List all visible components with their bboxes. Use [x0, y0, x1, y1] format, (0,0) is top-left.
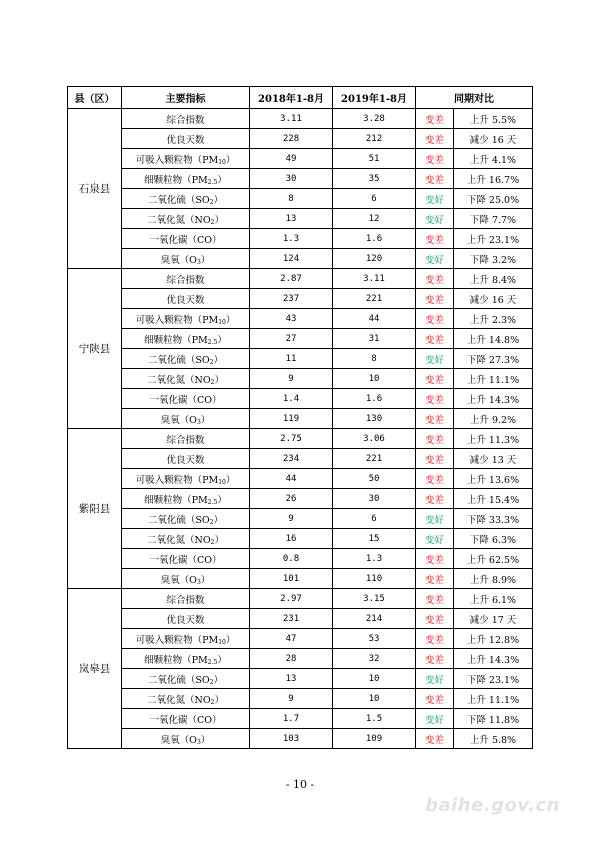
change-value: 上升 16.7% — [454, 169, 533, 189]
table-row — [68, 329, 533, 349]
change-value: 上升 11.3% — [454, 429, 533, 449]
indicator-cell — [122, 509, 250, 529]
value-2019: 15 — [333, 529, 416, 549]
value-2019: 31 — [333, 329, 416, 349]
change-value: 上升 2.3% — [454, 309, 533, 329]
indicator-subscript: 2.5 — [207, 498, 218, 506]
indicator-label: 一氧化碳（CO） — [149, 554, 222, 566]
indicator-label: 二氧化氮（NO — [147, 534, 211, 546]
change-value: 下降 33.3% — [454, 509, 533, 529]
indicator-cell — [122, 209, 250, 229]
indicator-label: 优良天数 — [166, 454, 205, 466]
indicator-label: 可吸入颗粒物（PM — [135, 154, 219, 166]
status-badge: 变差 — [416, 429, 454, 449]
value-2018: 11 — [250, 349, 333, 369]
value-2018: 1.4 — [250, 389, 333, 409]
status-badge: 变差 — [416, 109, 454, 129]
indicator-subscript: 3 — [196, 258, 201, 266]
table-row — [68, 449, 533, 469]
value-2018: 1.7 — [250, 709, 333, 729]
table-row — [68, 169, 533, 189]
change-value: 上升 15.4% — [454, 489, 533, 509]
status-badge: 变差 — [416, 729, 454, 749]
change-value: 下降 25.0% — [454, 189, 533, 209]
change-value: 减少 17 天 — [454, 609, 533, 629]
indicator-cell — [122, 109, 250, 129]
value-2018: 47 — [250, 629, 333, 649]
value-2019: 32 — [333, 649, 416, 669]
indicator-subscript: 2 — [210, 698, 215, 706]
indicator-label: 二氧化氮（NO — [147, 214, 211, 226]
status-badge: 变好 — [416, 509, 454, 529]
indicator-label: 臭氧（O — [160, 574, 197, 586]
value-2018: 124 — [250, 249, 333, 269]
header-comparison: 同期对比 — [416, 87, 533, 109]
value-2019: 221 — [333, 289, 416, 309]
table-row — [68, 589, 533, 609]
indicator-cell — [122, 489, 250, 509]
indicator-label: 综合指数 — [166, 114, 205, 126]
indicator-subscript: 2.5 — [207, 658, 218, 666]
value-2019: 53 — [333, 629, 416, 649]
status-badge: 变差 — [416, 609, 454, 629]
indicator-cell — [122, 369, 250, 389]
indicator-suffix: ） — [217, 654, 227, 666]
indicator-label: 二氧化硫（SO — [147, 354, 210, 366]
indicator-suffix: ） — [214, 694, 224, 706]
value-2019: 51 — [333, 149, 416, 169]
table-row — [68, 509, 533, 529]
indicator-suffix: ） — [214, 374, 224, 386]
value-2019: 6 — [333, 189, 416, 209]
indicator-subscript: 3 — [196, 578, 201, 586]
indicator-label: 一氧化碳（CO） — [149, 394, 222, 406]
indicator-label: 综合指数 — [166, 434, 205, 446]
change-value: 上升 13.6% — [454, 469, 533, 489]
table-row — [68, 489, 533, 509]
table-row — [68, 569, 533, 589]
status-badge: 变好 — [416, 529, 454, 549]
indicator-label: 臭氧（O — [160, 414, 197, 426]
county-name: 岚皋县 — [68, 589, 122, 749]
change-value: 下降 11.8% — [454, 709, 533, 729]
indicator-suffix: ） — [200, 734, 211, 746]
value-2019: 221 — [333, 449, 416, 469]
indicator-cell — [122, 729, 250, 749]
table-row — [68, 629, 533, 649]
status-badge: 变差 — [416, 649, 454, 669]
indicator-cell — [122, 569, 250, 589]
table-body — [68, 109, 533, 749]
status-badge: 变好 — [416, 209, 454, 229]
change-value: 下降 3.2% — [454, 249, 533, 269]
value-2018: 234 — [250, 449, 333, 469]
indicator-suffix: ） — [225, 314, 236, 326]
status-badge: 变差 — [416, 229, 454, 249]
change-value: 上升 14.8% — [454, 329, 533, 349]
status-badge: 变差 — [416, 289, 454, 309]
value-2018: 0.8 — [250, 549, 333, 569]
indicator-cell — [122, 189, 250, 209]
value-2019: 1.3 — [333, 549, 416, 569]
value-2018: 231 — [250, 609, 333, 629]
status-badge: 变差 — [416, 469, 454, 489]
indicator-cell — [122, 329, 250, 349]
value-2018: 103 — [250, 729, 333, 749]
value-2019: 110 — [333, 569, 416, 589]
change-value: 上升 12.8% — [454, 629, 533, 649]
indicator-label: 优良天数 — [166, 614, 205, 626]
indicator-cell — [122, 609, 250, 629]
indicator-label: 综合指数 — [166, 594, 205, 606]
status-badge: 变好 — [416, 709, 454, 729]
county-name: 紫阳县 — [68, 429, 122, 589]
value-2018: 228 — [250, 129, 333, 149]
indicator-cell — [122, 529, 250, 549]
county-name: 石泉县 — [68, 109, 122, 269]
indicator-suffix: ） — [213, 354, 224, 366]
indicator-cell — [122, 389, 250, 409]
indicator-suffix: ） — [214, 534, 224, 546]
value-2018: 13 — [250, 209, 333, 229]
indicator-cell — [122, 229, 250, 249]
change-value: 上升 8.9% — [454, 569, 533, 589]
value-2018: 101 — [250, 569, 333, 589]
indicator-cell — [122, 269, 250, 289]
indicator-suffix: ） — [225, 154, 236, 166]
status-badge: 变差 — [416, 309, 454, 329]
value-2019: 10 — [333, 369, 416, 389]
value-2018: 9 — [250, 369, 333, 389]
table-row — [68, 649, 533, 669]
table-row — [68, 529, 533, 549]
status-badge: 变差 — [416, 489, 454, 509]
value-2019: 1.6 — [333, 389, 416, 409]
value-2018: 2.75 — [250, 429, 333, 449]
indicator-suffix: ） — [217, 334, 227, 346]
indicator-subscript: 2 — [210, 538, 215, 546]
table-row — [68, 549, 533, 569]
indicator-label: 一氧化碳（CO） — [149, 714, 222, 726]
table-row — [68, 249, 533, 269]
status-badge: 变差 — [416, 169, 454, 189]
value-2019: 130 — [333, 409, 416, 429]
indicator-subscript: 2 — [209, 358, 214, 366]
value-2019: 6 — [333, 509, 416, 529]
status-badge: 变差 — [416, 549, 454, 569]
indicator-cell — [122, 449, 250, 469]
table-header-row — [68, 87, 533, 109]
change-value: 上升 62.5% — [454, 549, 533, 569]
table-row — [68, 289, 533, 309]
value-2018: 119 — [250, 409, 333, 429]
change-value: 下降 7.7% — [454, 209, 533, 229]
indicator-subscript: 10 — [218, 478, 226, 486]
indicator-suffix: ） — [200, 254, 211, 266]
table-row — [68, 369, 533, 389]
indicator-suffix: ） — [213, 674, 224, 686]
change-value: 上升 14.3% — [454, 389, 533, 409]
status-badge: 变差 — [416, 409, 454, 429]
table-row — [68, 189, 533, 209]
table-row — [68, 689, 533, 709]
status-badge: 变差 — [416, 629, 454, 649]
page-number: - 10 - — [285, 778, 315, 791]
value-2019: 3.28 — [333, 109, 416, 129]
status-badge: 变差 — [416, 129, 454, 149]
indicator-suffix: ） — [225, 634, 236, 646]
indicator-subscript: 2 — [209, 518, 214, 526]
value-2018: 28 — [250, 649, 333, 669]
indicator-label: 二氧化硫（SO — [147, 514, 210, 526]
table-row — [68, 389, 533, 409]
status-badge: 变差 — [416, 589, 454, 609]
indicator-suffix: ） — [200, 414, 211, 426]
value-2018: 30 — [250, 169, 333, 189]
value-2019: 1.5 — [333, 709, 416, 729]
value-2018: 8 — [250, 189, 333, 209]
indicator-subscript: 10 — [218, 318, 226, 326]
indicator-label: 细颗粒物（PM — [144, 654, 208, 666]
value-2018: 26 — [250, 489, 333, 509]
table-row — [68, 409, 533, 429]
indicator-cell — [122, 669, 250, 689]
indicator-suffix: ） — [200, 574, 211, 586]
indicator-cell — [122, 649, 250, 669]
change-value: 上升 8.4% — [454, 269, 533, 289]
value-2018: 2.87 — [250, 269, 333, 289]
change-value: 下降 27.3% — [454, 349, 533, 369]
value-2019: 50 — [333, 469, 416, 489]
value-2018: 16 — [250, 529, 333, 549]
indicator-cell — [122, 629, 250, 649]
indicator-cell — [122, 309, 250, 329]
table-row — [68, 149, 533, 169]
change-value: 减少 16 天 — [454, 129, 533, 149]
indicator-label: 优良天数 — [166, 134, 205, 146]
table-row — [68, 709, 533, 729]
table-row — [68, 109, 533, 129]
value-2019: 12 — [333, 209, 416, 229]
status-badge: 变差 — [416, 569, 454, 589]
indicator-subscript: 2 — [209, 678, 214, 686]
indicator-suffix: ） — [217, 174, 227, 186]
header-2018: 2018年1-8月 — [250, 87, 333, 109]
indicator-subscript: 2.5 — [207, 178, 218, 186]
indicator-label: 综合指数 — [166, 274, 205, 286]
indicator-suffix: ） — [213, 194, 224, 206]
indicator-label: 二氧化硫（SO — [147, 194, 210, 206]
change-value: 下降 23.1% — [454, 669, 533, 689]
value-2019: 35 — [333, 169, 416, 189]
value-2019: 120 — [333, 249, 416, 269]
header-indicator: 主要指标 — [122, 87, 250, 109]
change-value: 减少 16 天 — [454, 289, 533, 309]
value-2018: 44 — [250, 469, 333, 489]
value-2019: 109 — [333, 729, 416, 749]
watermark: baihe.gov.cn — [425, 795, 560, 816]
indicator-label: 优良天数 — [166, 294, 205, 306]
header-2019: 2019年1-8月 — [333, 87, 416, 109]
change-value: 减少 13 天 — [454, 449, 533, 469]
county-name: 宁陕县 — [68, 269, 122, 429]
indicator-label: 一氧化碳（CO） — [149, 234, 222, 246]
table-row — [68, 129, 533, 149]
value-2018: 9 — [250, 509, 333, 529]
status-badge: 变差 — [416, 269, 454, 289]
indicator-label: 二氧化氮（NO — [147, 694, 211, 706]
indicator-label: 可吸入颗粒物（PM — [135, 314, 219, 326]
air-quality-table — [67, 86, 533, 749]
indicator-label: 臭氧（O — [160, 734, 197, 746]
indicator-cell — [122, 349, 250, 369]
indicator-subscript: 2.5 — [207, 338, 218, 346]
indicator-label: 细颗粒物（PM — [144, 174, 208, 186]
indicator-suffix: ） — [213, 514, 224, 526]
value-2019: 3.06 — [333, 429, 416, 449]
value-2018: 2.97 — [250, 589, 333, 609]
status-badge: 变差 — [416, 329, 454, 349]
change-value: 上升 4.1% — [454, 149, 533, 169]
change-value: 上升 9.2% — [454, 409, 533, 429]
value-2018: 1.3 — [250, 229, 333, 249]
indicator-cell — [122, 149, 250, 169]
indicator-subscript: 2 — [210, 218, 215, 226]
indicator-subscript: 10 — [218, 158, 226, 166]
table-row — [68, 429, 533, 449]
status-badge: 变差 — [416, 149, 454, 169]
change-value: 下降 6.3% — [454, 529, 533, 549]
status-badge: 变差 — [416, 689, 454, 709]
value-2019: 3.15 — [333, 589, 416, 609]
value-2018: 9 — [250, 689, 333, 709]
indicator-cell — [122, 289, 250, 309]
indicator-cell — [122, 549, 250, 569]
indicator-label: 二氧化氮（NO — [147, 374, 211, 386]
indicator-suffix: ） — [217, 494, 227, 506]
table-row — [68, 209, 533, 229]
indicator-cell — [122, 129, 250, 149]
status-badge: 变好 — [416, 189, 454, 209]
value-2019: 212 — [333, 129, 416, 149]
value-2018: 13 — [250, 669, 333, 689]
status-badge: 变差 — [416, 369, 454, 389]
indicator-subscript: 3 — [196, 738, 201, 746]
indicator-label: 细颗粒物（PM — [144, 334, 208, 346]
status-badge: 变好 — [416, 349, 454, 369]
value-2018: 49 — [250, 149, 333, 169]
value-2019: 3.11 — [333, 269, 416, 289]
value-2018: 27 — [250, 329, 333, 349]
value-2018: 3.11 — [250, 109, 333, 129]
table-row — [68, 229, 533, 249]
value-2019: 1.6 — [333, 229, 416, 249]
change-value: 上升 14.3% — [454, 649, 533, 669]
indicator-subscript: 2 — [209, 198, 214, 206]
indicator-cell — [122, 469, 250, 489]
indicator-suffix: ） — [214, 214, 224, 226]
value-2019: 214 — [333, 609, 416, 629]
status-badge: 变差 — [416, 449, 454, 469]
change-value: 上升 11.1% — [454, 689, 533, 709]
indicator-label: 可吸入颗粒物（PM — [135, 474, 219, 486]
value-2019: 8 — [333, 349, 416, 369]
status-badge: 变好 — [416, 249, 454, 269]
status-badge: 变好 — [416, 669, 454, 689]
header-county: 县（区） — [68, 87, 122, 109]
indicator-label: 可吸入颗粒物（PM — [135, 634, 219, 646]
table-row — [68, 729, 533, 749]
table-row — [68, 609, 533, 629]
indicator-label: 二氧化硫（SO — [147, 674, 210, 686]
table-row — [68, 469, 533, 489]
indicator-subscript: 3 — [196, 418, 201, 426]
table-row — [68, 309, 533, 329]
change-value: 上升 23.1% — [454, 229, 533, 249]
indicator-subscript: 2 — [210, 378, 215, 386]
indicator-cell — [122, 689, 250, 709]
indicator-cell — [122, 589, 250, 609]
value-2019: 10 — [333, 689, 416, 709]
indicator-cell — [122, 409, 250, 429]
indicator-label: 细颗粒物（PM — [144, 494, 208, 506]
change-value: 上升 5.8% — [454, 729, 533, 749]
indicator-cell — [122, 169, 250, 189]
value-2019: 10 — [333, 669, 416, 689]
table-row — [68, 669, 533, 689]
indicator-cell — [122, 709, 250, 729]
change-value: 上升 11.1% — [454, 369, 533, 389]
indicator-suffix: ） — [225, 474, 236, 486]
indicator-subscript: 10 — [218, 638, 226, 646]
status-badge: 变差 — [416, 389, 454, 409]
value-2019: 44 — [333, 309, 416, 329]
table-row — [68, 269, 533, 289]
indicator-cell — [122, 249, 250, 269]
value-2019: 30 — [333, 489, 416, 509]
change-value: 上升 5.5% — [454, 109, 533, 129]
value-2018: 43 — [250, 309, 333, 329]
indicator-cell — [122, 429, 250, 449]
indicator-label: 臭氧（O — [160, 254, 197, 266]
value-2018: 237 — [250, 289, 333, 309]
table-row — [68, 349, 533, 369]
change-value: 上升 6.1% — [454, 589, 533, 609]
